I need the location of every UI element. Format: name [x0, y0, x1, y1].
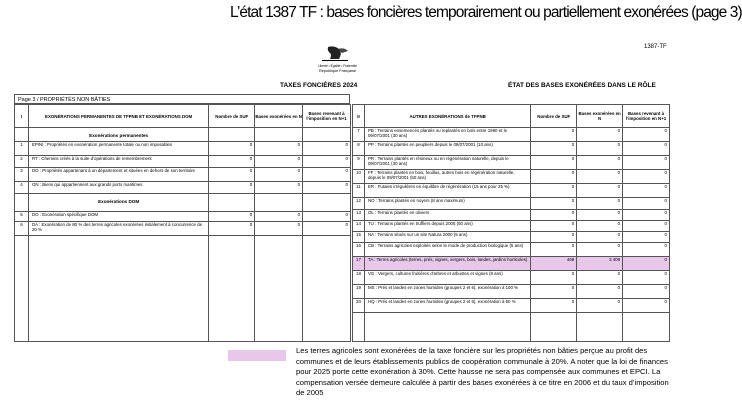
table-row: 3 DO : Propriétés appartenant à un département et situées en dehors de son territoire 0 0 0 — [15, 168, 351, 182]
table-row: 9 PR : Terrains plantés en résineux ou en régénération naturelle, depuis le 09/07/2001 (30 ans) 0 0 0 — [353, 156, 670, 170]
table-row: 14 TU : Terrains plantés en truffiers depuis 2005 (50 ans) 0 0 0 — [353, 221, 670, 232]
col-header-bases-n1: Bases revenant à l’imposition en N+1 — [303, 105, 351, 128]
table-row: 6 DA : Exonération de 80 % des terres agricoles exonérées initialement à concurrence de 20 % 0 0 0 — [15, 222, 351, 236]
col-header-bases-n: Bases exonérées en N — [255, 105, 303, 128]
col-header-suf: Nombre de SUF — [531, 105, 577, 128]
table-row: 20 HQ : Prés et landes en zones humides (groupes 2 et 6), exonération à 50 % 0 0 0 — [353, 299, 670, 313]
section-dom: Exonérations DOM — [28, 194, 208, 212]
table-row: 18 VG : Vergers, cultures fruitières d’arbres et arbustes et vignes (8 ans) 0 0 0 — [353, 271, 670, 285]
table-row: 11 ER : Futaies irrégulières en équilibre de régénération (15 ans pour 25 %) 0 0 0 — [353, 184, 670, 198]
col-header-bases-n1: Bases revenant à l’imposition en N+1 — [623, 105, 670, 128]
table-row: 10 FF : Terrains plantés en bois, feuillus, autres bois en régénération naturelle, depuis le 09/07/2001 (50 ans) 0 0 0 — [353, 170, 670, 184]
table-row: 7 PB : Terrains ensemencés plantés ou replantés en bois entre 1980 et le 09/07/2001 (30 ans) 0 0 0 — [353, 128, 670, 142]
col-header-suf: Nombre de SUF — [209, 105, 255, 128]
permanent-exonerations-table — [14, 104, 351, 342]
table-row-highlighted: 17 TA : Terres agricoles (terres, prés, vignes, vergers, bois, landes, jardins horticoles) 469 3 408 0 — [353, 257, 670, 271]
highlight-legend-swatch — [228, 350, 286, 361]
table-row: 1 EPINI : Propriétés en exonération permanente totale ou non imposables 0 0 0 — [15, 142, 351, 156]
document-reference: 1387-TF — [644, 44, 667, 50]
page-title: L’état 1387 TF : bases foncières temporairement ou partiellement exonérées (page 3) — [230, 4, 742, 21]
table-row: 2 RT : Chemins créés à la suite d’opérations de remembrement 0 0 0 — [15, 156, 351, 168]
explanatory-note: Les terres agricoles sont exonérées de la taxe foncière sur les propriétés non bâties perçue au profit des communes et de leurs établissements publics de coopération communale à 20%. A noter que la loi de finances pour 2025 porte cette exonération à 30%. Cette hausse ne sera pas compensée aux communes et EPCI. La compensation versée demeure calculée à partir des bases exonérées à ce titre en 2006 et du taux d’imposition de 2005 — [296, 346, 669, 398]
col-header-num: II — [353, 105, 365, 128]
table-row: 15 NA : Terrains situés sur un site Natura 2000 (5 ans) 0 0 0 — [353, 232, 670, 243]
table-caption: Page 3 / PROPRIÉTÉS NON BÂTIES — [14, 94, 350, 104]
header-tax-year: TAXES FONCIÈRES 2024 — [280, 82, 358, 89]
table-row: 4 GN : Biens qui appartiennent aux grands ports maritimes 0 0 0 — [15, 182, 351, 194]
col-header-label: AUTRES EXONÉRATIONS de TFPNB — [364, 105, 530, 128]
header-state-title: ÉTAT DES BASES EXONÉRÉES DANS LE RÔLE — [508, 82, 656, 89]
marianne-logo-icon — [318, 44, 352, 66]
table-row: 5 DO : Exonération spécifique DOM 0 0 0 — [15, 212, 351, 222]
col-header-bases-n: Bases exonérées en N — [577, 105, 623, 128]
table-row: 19 MS : Prés et landes en zones humides (groupes 2 et 6), exonération à 100 % 0 0 0 — [353, 285, 670, 299]
emblem-republique: République Française — [319, 69, 356, 73]
emblem-motto: Liberté • Égalité • Fraternité — [318, 64, 357, 68]
other-exonerations-table — [352, 104, 670, 342]
section-permanent: Exonérations permanentes — [28, 128, 208, 142]
table-row: 8 PP : Terrains plantés en peupliers depuis le 09/07/2001 (10 ans) 0 0 0 — [353, 142, 670, 156]
table-row: 16 CB : Terrains agricoles exploités selon le mode de production biologique (5 ans) 0 0 0 — [353, 243, 670, 257]
table-row: 12 NO : Terrains plantés en noyers (8 ans maximum) 0 0 0 — [353, 198, 670, 210]
col-header-num: I — [15, 105, 29, 128]
col-header-label: EXONÉRATIONS PERMANENTES DE TFPNB ET EXONÉRATIONS DOM — [28, 105, 208, 128]
table-row: 13 OL : Terrains plantés en oliviers 0 0 0 — [353, 210, 670, 221]
